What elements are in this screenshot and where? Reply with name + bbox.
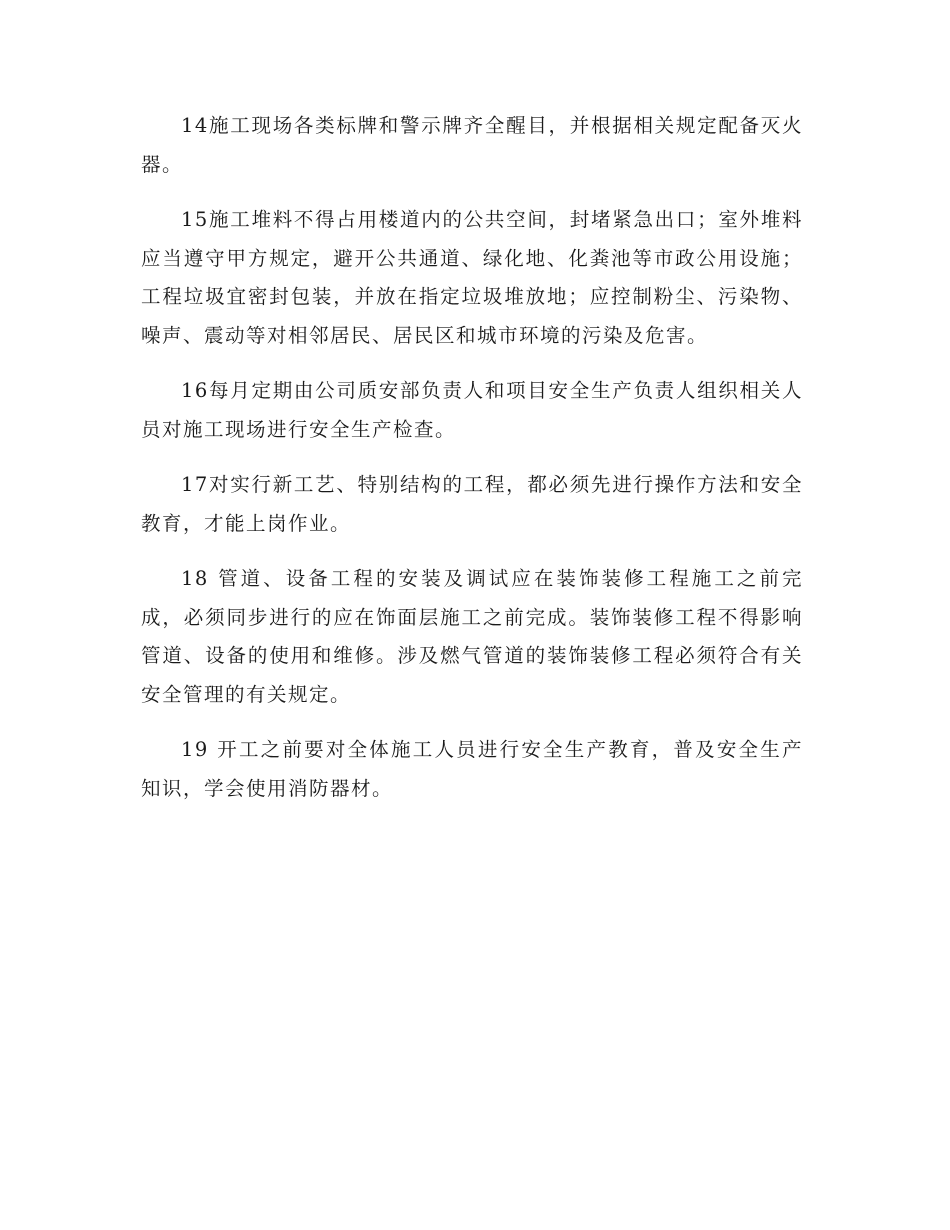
paragraph-18: 18 管道、设备工程的安装及调试应在装饰装修工程施工之前完成，必须同步进行的应在饰面层施工之前完成。装饰装修工程不得影响管道、设备的使用和维修。涉及燃气管道的装饰装修工程必须符合有关安全管理的有关规定。 xyxy=(141,567,803,706)
document-body xyxy=(141,107,803,825)
paragraph-19: 19 开工之前要对全体施工人员进行安全生产教育，普及安全生产知识，学会使用消防器材。 xyxy=(141,738,803,800)
paragraph-14: 14施工现场各类标牌和警示牌齐全醒目，并根据相关规定配备灭火器。 xyxy=(141,114,803,176)
paragraph-16: 16每月定期由公司质安部负责人和项目安全生产负责人组织相关人员对施工现场进行安全生产检查。 xyxy=(141,379,803,441)
paragraph-17: 17对实行新工艺、特别结构的工程，都必须先进行操作方法和安全教育，才能上岗作业。 xyxy=(141,473,803,535)
paragraph-15: 15施工堆料不得占用楼道内的公共空间，封堵紧急出口；室外堆料应当遵守甲方规定，避开公共通道、绿化地、化粪池等市政公用设施；工程垃圾宜密封包装，并放在指定垃圾堆放地；应控制粉尘、污染物、噪声、震动等对相邻居民、居民区和城市环境的污染及危害。 xyxy=(141,208,803,347)
